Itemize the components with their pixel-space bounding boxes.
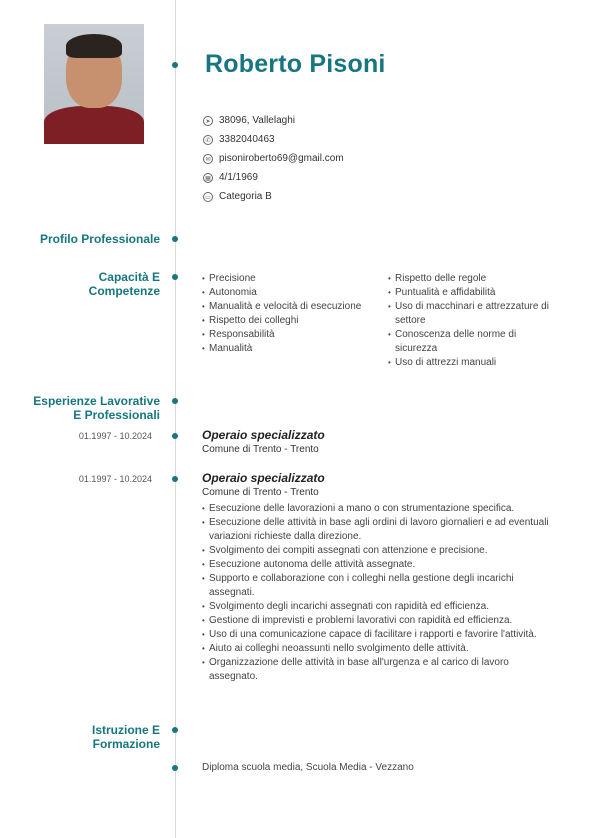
section-profile-label: Profilo Professionale bbox=[39, 232, 160, 246]
skill-item: • Manualità e velocità di esecuzione bbox=[202, 300, 382, 314]
job-date: 01.1997 - 10.2024 bbox=[78, 431, 152, 441]
section-skills-label-1: Capacità E bbox=[98, 270, 160, 284]
photo-hair bbox=[66, 34, 122, 58]
timeline-dot-experience bbox=[172, 398, 178, 404]
skill-item: • Puntualità e affidabilità bbox=[388, 286, 558, 300]
timeline-dot-education-entry bbox=[172, 765, 178, 771]
job-task: • Svolgimento dei compiti assegnati con attenzione e precisione. bbox=[202, 544, 552, 558]
skills-column-right bbox=[388, 272, 558, 370]
section-title-skills bbox=[10, 270, 160, 298]
job-task: • Organizzazione delle attività in base all'urgenza e al carico di lavoro assegnato. bbox=[202, 656, 552, 684]
section-title-education bbox=[10, 723, 160, 751]
skill-item: • Conoscenza delle norme di sicurezza bbox=[388, 328, 558, 356]
job-company: Comune di Trento - Trento bbox=[202, 487, 319, 498]
contact-phone bbox=[203, 134, 275, 145]
job-title: Operaio specializzato bbox=[202, 471, 325, 485]
contact-phone-value: 3382040463 bbox=[219, 134, 275, 145]
skill-item: • Precisione bbox=[202, 272, 382, 286]
candidate-name: Roberto Pisoni bbox=[205, 50, 386, 78]
contact-address bbox=[203, 115, 295, 126]
skill-item: • Rispetto dei colleghi bbox=[202, 314, 382, 328]
section-experience-label-1: Esperienze Lavorative bbox=[33, 394, 160, 408]
contact-email bbox=[203, 153, 344, 164]
timeline-dot-header bbox=[172, 62, 178, 68]
car-icon: ▭ bbox=[203, 192, 213, 202]
location-icon: ➤ bbox=[203, 116, 213, 126]
contact-address-value: 38096, Vallelaghi bbox=[219, 115, 295, 126]
timeline-dot-profile bbox=[172, 236, 178, 242]
timeline-dot-skills bbox=[172, 274, 178, 280]
job-task: • Uso di una comunicazione capace di facilitare i rapporti e favorire l'attività. bbox=[202, 628, 552, 642]
job-title: Operaio specializzato bbox=[202, 428, 325, 442]
job-task: • Esecuzione delle lavorazioni a mano o con strumentazione specifica. bbox=[202, 502, 552, 516]
timeline-line bbox=[175, 0, 176, 838]
job-task: • Svolgimento degli incarichi assegnati con rapidità ed efficienza. bbox=[202, 600, 552, 614]
job-task: • Supporto e collaborazione con i colleghi nella gestione degli incarichi assegnati. bbox=[202, 572, 552, 600]
timeline-dot-education bbox=[172, 727, 178, 733]
section-education-label-2: Formazione bbox=[92, 737, 160, 751]
skills-column-left bbox=[202, 272, 382, 356]
skill-item: • Rispetto delle regole bbox=[388, 272, 558, 286]
skill-item: • Responsabilità bbox=[202, 328, 382, 342]
phone-icon: ✆ bbox=[203, 135, 213, 145]
skill-item: • Uso di attrezzi manuali bbox=[388, 356, 558, 370]
job-task: • Esecuzione delle attività in base agli ordini di lavoro giornalieri e ad eventuali variazioni richieste dalla direzione. bbox=[202, 516, 552, 544]
contact-email-value: pisoniroberto69@gmail.com bbox=[219, 153, 344, 164]
skill-item: • Autonomia bbox=[202, 286, 382, 300]
contact-birthdate bbox=[203, 172, 258, 183]
job-task: • Aiuto ai colleghi neoassunti nello svolgimento delle attività. bbox=[202, 642, 552, 656]
job-company: Comune di Trento - Trento bbox=[202, 444, 319, 455]
job-task: • Esecuzione autonoma delle attività assegnate. bbox=[202, 558, 552, 572]
skill-item: • Uso di macchinari e attrezzature di settore bbox=[388, 300, 558, 328]
section-title-profile bbox=[10, 232, 160, 246]
contact-license-value: Categoria B bbox=[219, 191, 272, 202]
section-title-experience bbox=[10, 394, 160, 422]
contact-license bbox=[203, 191, 272, 202]
profile-photo bbox=[44, 24, 144, 144]
timeline-dot-job-2 bbox=[172, 476, 178, 482]
birthday-icon: ▦ bbox=[203, 173, 213, 183]
job-task: • Gestione di imprevisti e problemi lavorativi con rapidità ed efficienza. bbox=[202, 614, 552, 628]
job-date: 01.1997 - 10.2024 bbox=[78, 474, 152, 484]
section-experience-label-2: E Professionali bbox=[73, 408, 160, 422]
education-entry: Diploma scuola media, Scuola Media - Vezzano bbox=[202, 762, 414, 773]
timeline-dot-job-1 bbox=[172, 433, 178, 439]
photo-shirt bbox=[44, 106, 144, 144]
section-skills-label-2: Competenze bbox=[88, 284, 160, 298]
skill-item: • Manualità bbox=[202, 342, 382, 356]
section-education-label-1: Istruzione E bbox=[91, 723, 160, 737]
contact-birthdate-value: 4/1/1969 bbox=[219, 172, 258, 183]
email-icon: ✉ bbox=[203, 154, 213, 164]
job-task-list bbox=[202, 502, 552, 684]
